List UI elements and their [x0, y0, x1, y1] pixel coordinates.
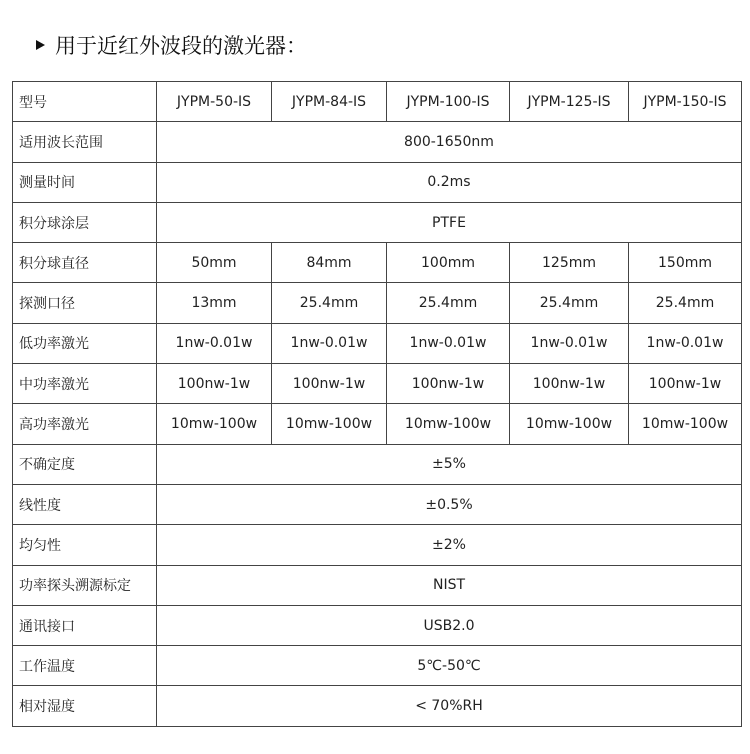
table-row-traceability — [13, 565, 742, 605]
row-label: 积分球直径 — [13, 243, 157, 283]
row-label: 中功率激光 — [13, 364, 157, 404]
value-cell: 150mm — [629, 243, 742, 283]
row-label: 低功率激光 — [13, 323, 157, 363]
model-cell: JYPM-50-IS — [157, 82, 272, 122]
value-cell: 100nw-1w — [629, 364, 742, 404]
row-label: 测量时间 — [13, 162, 157, 202]
row-label: 高功率激光 — [13, 404, 157, 444]
value-cell: 10mw-100w — [629, 404, 742, 444]
value-cell: 10mw-100w — [157, 404, 272, 444]
spanned-value-cell: 0.2ms — [157, 162, 742, 202]
spanned-value-cell: 5℃-50℃ — [157, 646, 742, 686]
value-cell: 1nw-0.01w — [272, 323, 387, 363]
value-cell: 100nw-1w — [387, 364, 510, 404]
spanned-value-cell: 800-1650nm — [157, 122, 742, 162]
value-cell: 84mm — [272, 243, 387, 283]
table-row-uncertainty — [13, 444, 742, 484]
value-cell: 1nw-0.01w — [510, 323, 629, 363]
value-cell: 1nw-0.01w — [157, 323, 272, 363]
model-cell: JYPM-150-IS — [629, 82, 742, 122]
table-row-humidity — [13, 686, 742, 726]
value-cell: 25.4mm — [272, 283, 387, 323]
value-cell: 10mw-100w — [272, 404, 387, 444]
row-label: 工作温度 — [13, 646, 157, 686]
row-label: 适用波长范围 — [13, 122, 157, 162]
row-label: 探测口径 — [13, 283, 157, 323]
row-label: 不确定度 — [13, 444, 157, 484]
spanned-value-cell: ±0.5% — [157, 484, 742, 524]
model-cell: JYPM-125-IS — [510, 82, 629, 122]
table-row-sphere-diameter — [13, 243, 742, 283]
value-cell: 100nw-1w — [157, 364, 272, 404]
value-cell: 50mm — [157, 243, 272, 283]
model-cell: JYPM-100-IS — [387, 82, 510, 122]
table-row-low-power — [13, 323, 742, 363]
table-row-mid-power — [13, 364, 742, 404]
model-cell: JYPM-84-IS — [272, 82, 387, 122]
value-cell: 100mm — [387, 243, 510, 283]
spanned-value-cell: ±5% — [157, 444, 742, 484]
spanned-value-cell: ±2% — [157, 525, 742, 565]
table-row-coating — [13, 202, 742, 242]
table-row-uniformity — [13, 525, 742, 565]
value-cell: 25.4mm — [387, 283, 510, 323]
spanned-value-cell: < 70%RH — [157, 686, 742, 726]
spec-table — [12, 81, 742, 727]
table-row-aperture — [13, 283, 742, 323]
value-cell: 10mw-100w — [510, 404, 629, 444]
row-label: 均匀性 — [13, 525, 157, 565]
row-label: 相对湿度 — [13, 686, 157, 726]
row-label: 积分球涂层 — [13, 202, 157, 242]
row-label: 功率探头溯源标定 — [13, 565, 157, 605]
row-label: 通讯接口 — [13, 605, 157, 645]
table-row-working-temp — [13, 646, 742, 686]
value-cell: 25.4mm — [629, 283, 742, 323]
value-cell: 13mm — [157, 283, 272, 323]
row-label: 线性度 — [13, 484, 157, 524]
table-row-measure-time — [13, 162, 742, 202]
table-row-linearity — [13, 484, 742, 524]
value-cell: 1nw-0.01w — [629, 323, 742, 363]
value-cell: 100nw-1w — [510, 364, 629, 404]
spanned-value-cell: NIST — [157, 565, 742, 605]
heading-text: 用于近红外波段的激光器： — [55, 34, 307, 58]
spanned-value-cell: PTFE — [157, 202, 742, 242]
triangle-bullet-icon — [36, 40, 45, 50]
value-cell: 10mw-100w — [387, 404, 510, 444]
spanned-value-cell: USB2.0 — [157, 605, 742, 645]
value-cell: 1nw-0.01w — [387, 323, 510, 363]
row-label: 型号 — [13, 82, 157, 122]
table-row-model — [13, 82, 742, 122]
table-row-high-power — [13, 404, 742, 444]
section-heading — [36, 30, 307, 60]
value-cell: 100nw-1w — [272, 364, 387, 404]
table-row-wavelength — [13, 122, 742, 162]
value-cell: 125mm — [510, 243, 629, 283]
table-row-interface — [13, 605, 742, 645]
value-cell: 25.4mm — [510, 283, 629, 323]
